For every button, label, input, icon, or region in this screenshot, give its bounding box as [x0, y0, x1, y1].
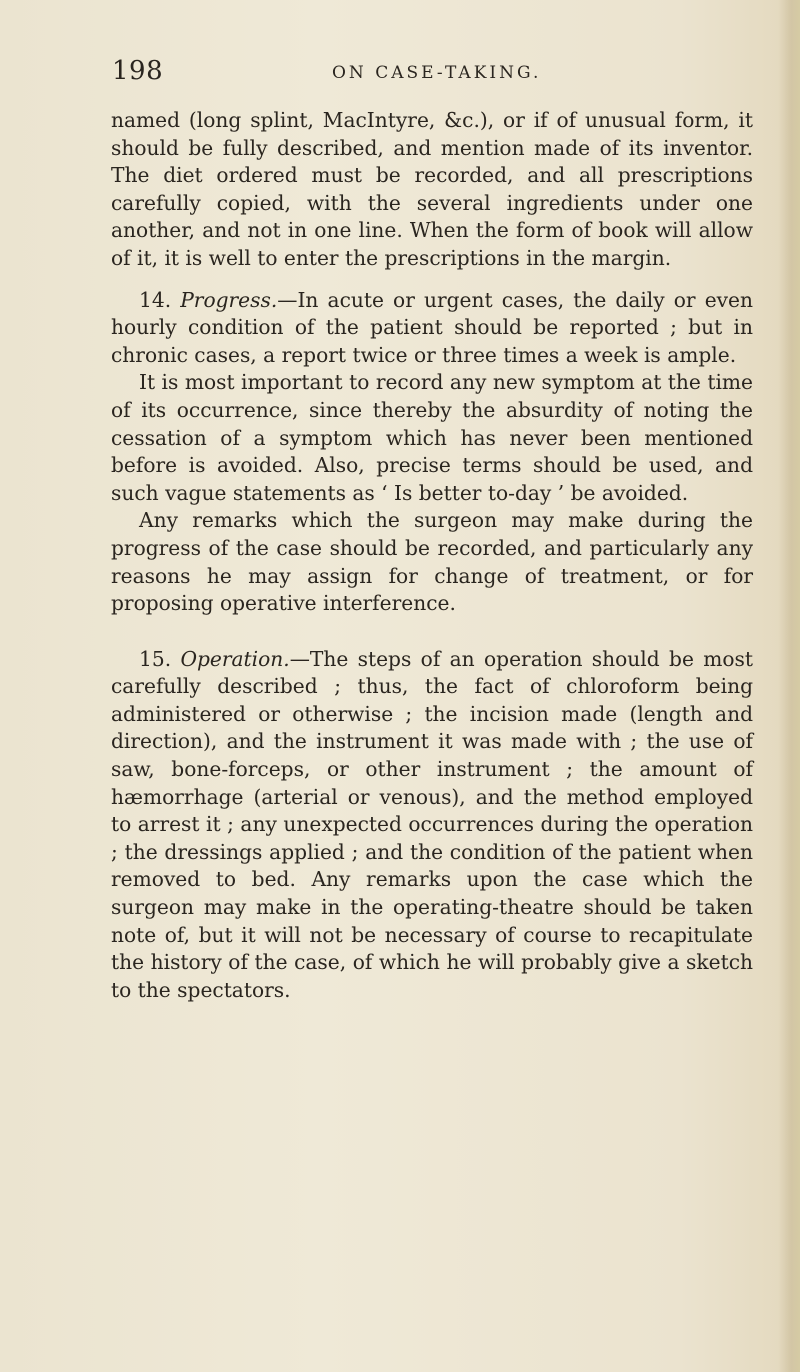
paragraph-continued: named (long splint, MacIntyre, &c.), or if of unusual form, it should be fully described, and mention made of its inventor. The diet ordered must be recorded, and all prescriptions carefully copied, with the several ingredients under one another, and not in one line. When the form of book will allow of it, it is well to enter the prescriptions in the margin.	[111, 108, 753, 270]
page-header	[112, 56, 752, 92]
page-number: 198	[112, 56, 164, 86]
section-number: 15.	[139, 646, 172, 671]
section-body: —In acute or urgent cases, the daily or even hourly condition of the patient should be reported ; but in chronic cases, a report twice or three times a week is ample.	[111, 287, 753, 367]
body-text	[111, 107, 753, 1004]
page-edge-shadow	[778, 0, 800, 1372]
paragraph-new-symptom: It is most important to record any new symptom at the time of its occurrence, since thereby the absurdity of noting the cessation of a symptom which has never been mentioned before is avoided. Also, precise terms should be used, and such vague statements as ‘ Is better to-day ’ be avoided.	[111, 370, 753, 505]
running-head: ON CASE-TAKING.	[332, 63, 542, 83]
section-body: —The steps of an operation should be most carefully described ; thus, the fact of chloroform being administered or otherwise ; the incision made (length and direction), and the instrument it was made with ; the use of saw, bone-forceps, or other instrument ; the amount of hæmorrhage (arterial or venous), and the method employed to arrest it ; any unexpected occurrences during the operation ; the dressings applied ; and the condition of the patient when removed to bed. Any remarks upon the case which the surgeon may make in the operating-theatre should be taken note of, but it will not be necessary of course to recapitulate the history of the case, of which he will probably give a sketch to the spectators.	[111, 646, 753, 1002]
section-number: 14.	[139, 287, 172, 312]
section-14-progress	[111, 287, 753, 370]
section-15-operation	[111, 646, 753, 1005]
paragraph-remarks: Any remarks which the surgeon may make during the progress of the case should be recorded, and particularly any reasons he may assign for change of treatment, or for proposing operative interference.	[111, 508, 753, 616]
section-title: Operation.	[180, 646, 290, 671]
section-title: Progress.	[180, 287, 278, 312]
